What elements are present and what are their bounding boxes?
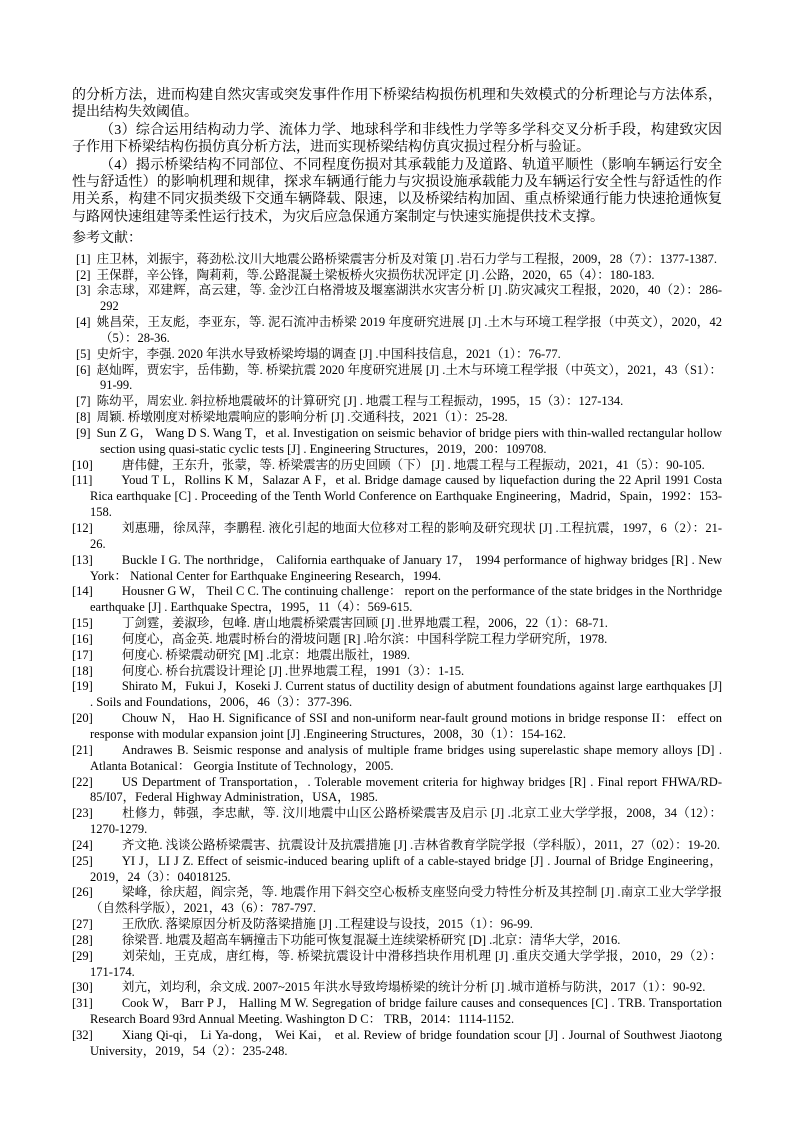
reference-item	[72, 521, 722, 553]
reference-item	[72, 775, 722, 807]
reference-text: Youd T L，Rollins K M，Salazar A F，et al. Bridge damage caused by liquefaction during the 22 April 1991 Costa Rica earthquake [C] . Proceeding of the Tenth World Conference on Earthquake Engineering，Madrid，Spain，1992：153-158.	[90, 473, 722, 520]
reference-text: 何度心，高金英. 地震时桥台的滑坡问题 [R] .哈尔滨：中国科学院工程力学研究所，1978.	[121, 631, 608, 646]
reference-text: 陈幼平，周宏业. 斜拉桥地震破坏的计算研究 [J] . 地震工程与工程振动，1995，15（3）：127-134.	[96, 394, 624, 409]
reference-text: 庄卫林，刘振宇，蒋劲松.汶川大地震公路桥梁震害分析及对策 [J] .岩石力学与工程报，2009，28（7）：1377-1387.	[96, 251, 718, 266]
paragraph-point-4: （4）揭示桥梁结构不同部位、不同程度伤损对其承载能力及道路、轨道平顺性（影响车辆运行安全性与舒适性）的影响机理和规律，探求车辆通行能力与灾损设施承载能力及车辆运行安全性与舒适性的作用关系，构建不同灾损类级下交通车辆降载、限速，以及桥梁结构加固、重点桥梁通行能力快速抢通恢复与路网快速组建等柔性运行技术，为灾后应急保通方案制定与快速实施提供技术支撑。	[72, 157, 722, 225]
reference-text: 姚昌荣，王友彪，李亚东，等. 泥石流冲击桥梁 2019 年度研究进展 [J] .土木与环境工程学报（中英文），2020，42（5）：28-36.	[96, 315, 722, 345]
reference-number: [32]	[72, 1028, 93, 1042]
references-heading: 参考文献：	[72, 231, 142, 247]
reference-item	[72, 458, 722, 474]
reference-item	[72, 806, 722, 838]
reference-text: YI J，LI J Z. Effect of seismic-induced bearing uplift of a cable-stayed bridge [J] . Journal of Bridge Engineering，2019，24（3）：04018125.	[90, 853, 722, 884]
reference-item	[72, 996, 722, 1028]
reference-item	[72, 711, 722, 743]
reference-item	[72, 268, 722, 284]
reference-item	[72, 252, 722, 268]
reference-text: 赵灿晖，贾宏宇，岳伟勤，等. 桥梁抗震 2020 年度研究进展 [J] .土木与环境工程学报（中英文），2021，43（S1）：91-99.	[96, 362, 722, 393]
reference-text: 齐文艳. 浅谈公路桥梁震害、抗震设计及抗震措施 [J] .吉林省教育学院学报（学科版），2011，27（02）：19-20.	[121, 837, 720, 852]
reference-number: [27]	[72, 917, 93, 932]
reference-text: 杜修力，韩强，李忠献，等. 汶川地震中山区公路桥梁震害及启示 [J] .北京工业大学学报，2008，34（12）：1270-1279.	[90, 806, 722, 837]
reference-item	[72, 648, 722, 664]
reference-number: [17]	[72, 647, 93, 662]
reference-item	[72, 584, 722, 616]
reference-text: 丁剑霆，姜淑珍，包峰. 唐山地震桥梁震害回顾 [J] .世界地震工程，2006，22（1）：68-71.	[121, 616, 608, 631]
body-text-block	[72, 87, 722, 248]
reference-text: Shirato M，Fukui J，Koseki J. Current status of ductility design of abutment foundations against large earthquakes [J] . Soils and Foundations，2006，46（3）：377-396.	[90, 679, 722, 710]
reference-number: [3]	[76, 283, 91, 298]
reference-text: 梁峰，徐庆超，阎宗尧，等. 地震作用下斜交空心板桥支座竖向受力特性分析及其控制 [J] .南京工业大学学报（自然科学版），2021，43（6）：787-797.	[90, 885, 722, 916]
reference-item	[72, 885, 722, 917]
reference-number: [16]	[72, 631, 93, 646]
reference-item	[72, 283, 722, 315]
reference-item	[72, 917, 722, 933]
reference-text: 余志球，邓建辉，高云建，等. 金沙江白格滑坡及堰塞湖洪水灾害分析 [J] .防灾减灾工程报，2020，40（2）：286-292	[96, 283, 722, 314]
reference-text: 何度心. 桥台抗震设计理论 [J] .世界地震工程，1991（3）：1-15.	[121, 663, 465, 678]
reference-item	[72, 632, 722, 648]
reference-text: 刘荣灿，王克成，唐红梅，等. 桥梁抗震设计中滑移挡块作用机理 [J] .重庆交通大学学报，2010，29（2）：171-174.	[90, 948, 722, 979]
reference-number: [10]	[72, 457, 93, 472]
reference-number: [13]	[72, 552, 93, 567]
reference-text: 徐梁晋. 地震及超高车辆撞击下功能可恢复混凝土连续梁桥研究 [D] .北京：清华大学，2016.	[121, 932, 621, 947]
reference-item	[72, 679, 722, 711]
reference-item	[72, 933, 722, 949]
reference-number: [5]	[76, 346, 91, 361]
reference-text: 王保群，辛公锋，陶莉莉，等.公路混凝土梁板桥火灾损伤状况评定 [J] .公路，2020，65（4）：180-183.	[96, 267, 655, 282]
reference-number: [11]	[72, 473, 93, 488]
reference-number: [12]	[72, 521, 93, 535]
reference-text: Housner G W， Theil C C. The continuing challenge： report on the performance of the state bridges in the Northridge earthquake [J] . Earthquake Spectra，1995，11（4）：569-615.	[90, 584, 722, 615]
reference-number: [21]	[72, 742, 93, 757]
paragraph-point-3: （3）综合运用结构动力学、流体力学、地球科学和非线性力学等多学科交叉分析手段，构建致灾因子作用下桥梁结构伤损仿真分析方法，进而实现桥梁结构仿真灾损过程分析与验证。	[72, 122, 722, 156]
reference-number: [26]	[72, 885, 93, 900]
reference-number: [1]	[76, 251, 91, 266]
reference-item	[72, 394, 722, 410]
reference-number: [30]	[72, 980, 93, 995]
reference-item	[72, 553, 722, 585]
reference-item	[72, 949, 722, 981]
reference-text: 刘惠珊，徐凤萍，李鹏程. 液化引起的地面大位移对工程的影响及研究现状 [J] .工程抗震，1997，6（2）：21-26.	[90, 521, 722, 551]
reference-number: [14]	[72, 584, 93, 599]
reference-item	[72, 838, 722, 854]
references-list	[72, 252, 722, 1060]
reference-number: [23]	[72, 806, 93, 821]
reference-number: [18]	[72, 663, 93, 678]
reference-text: Sun Z G， Wang D S. Wang T，et al. Investigation on seismic behavior of bridge piers with thin-walled rectangular hollow section using quasi-static cyclic tests [J] . Engineering Structures，2019，200：109708.	[96, 425, 722, 456]
reference-number: [25]	[72, 853, 93, 868]
reference-number: [28]	[72, 932, 93, 947]
reference-text: Cook W， Barr P J， Halling M W. Segregation of bridge failure causes and consequences [C] . TRB. Transportation Research Board 93rd Annual Meeting. Washington D C： TRB，2014：1114-1152.	[90, 996, 722, 1027]
reference-number: [22]	[72, 774, 93, 789]
reference-item	[72, 315, 722, 347]
reference-text: Andrawes B. Seismic response and analysis of multiple frame bridges using superelastic shape memory alloys [D] . Atlanta Botanical： Georgia Institute of Technology，2005.	[90, 742, 722, 773]
reference-text: Buckle I G. The northridge， California earthquake of January 17， 1994 performance of highway bridges [R] . New York： National Center for Earthquake Engineering Research，1994.	[90, 552, 722, 583]
reference-number: [2]	[76, 267, 91, 282]
reference-item	[72, 426, 722, 458]
reference-text: 唐伟健，王东升，张蒙，等. 桥梁震害的历史回顾（下） [J] . 地震工程与工程振动，2021，41（5）：90-105.	[121, 457, 705, 472]
reference-text: 刘亢，刘均利，余文成. 2007~2015 年洪水导致垮塌桥梁的统计分析 [J] .城市道桥与防洪，2017（1）：90-92.	[121, 980, 706, 995]
reference-text: 何度心. 桥梁震动研究 [M] .北京：地震出版社，1989.	[121, 647, 411, 662]
reference-item	[72, 363, 722, 395]
reference-number: [4]	[76, 315, 91, 330]
reference-item	[72, 410, 722, 426]
reference-number: [15]	[72, 616, 93, 631]
reference-number: [9]	[76, 425, 91, 440]
reference-item	[72, 616, 722, 632]
paragraph-continuation: 的分析方法，进而构建自然灾害或突发事件作用下桥梁结构损伤机理和失效模式的分析理论与方法体系，提出结构失效阈值。	[72, 88, 722, 121]
reference-text: Xiang Qi-qi， Li Ya-dong， Wei Kai， et al. Review of bridge foundation scour [J] . Journal of Southwest Jiaotong University，2019，54（2）：235-248.	[90, 1028, 722, 1058]
reference-text: 史炘宇，李强. 2020 年洪水导致桥梁垮塌的调查 [J] .中国科技信息，2021（1）：76-77.	[96, 346, 561, 361]
reference-number: [20]	[72, 711, 93, 726]
reference-item	[72, 1028, 722, 1060]
reference-item	[72, 854, 722, 886]
reference-number: [31]	[72, 996, 93, 1011]
reference-text: 王欣欣. 落梁原因分析及防落梁措施 [J] .工程建设与设技，2015（1）：96-99.	[121, 917, 533, 932]
reference-number: [8]	[76, 410, 91, 425]
reference-text: US Department of Transportation，. Tolerable movement criteria for highway bridges [R] . Final report FHWA/RD-85/I07，Federal Highway Administration，USA，1985.	[90, 774, 722, 805]
reference-number: [29]	[72, 948, 93, 963]
reference-text: Chouw N， Hao H. Significance of SSI and non-uniform near-fault ground motions in bridge response II： effect on response with modular expansion joint [J] .Engineering Structures，2008，30（1）：154-162.	[90, 711, 722, 741]
reference-item	[72, 980, 722, 996]
reference-number: [24]	[72, 837, 93, 852]
reference-text: 周颖. 桥墩刚度对桥梁地震响应的影响分析 [J] .交通科技，2021（1）：25-28.	[96, 410, 508, 425]
reference-number: [19]	[72, 679, 93, 694]
reference-item	[72, 347, 722, 363]
reference-item	[72, 473, 722, 521]
reference-number: [7]	[76, 394, 91, 409]
reference-item	[72, 743, 722, 775]
reference-number: [6]	[76, 362, 91, 377]
reference-item	[72, 664, 722, 680]
